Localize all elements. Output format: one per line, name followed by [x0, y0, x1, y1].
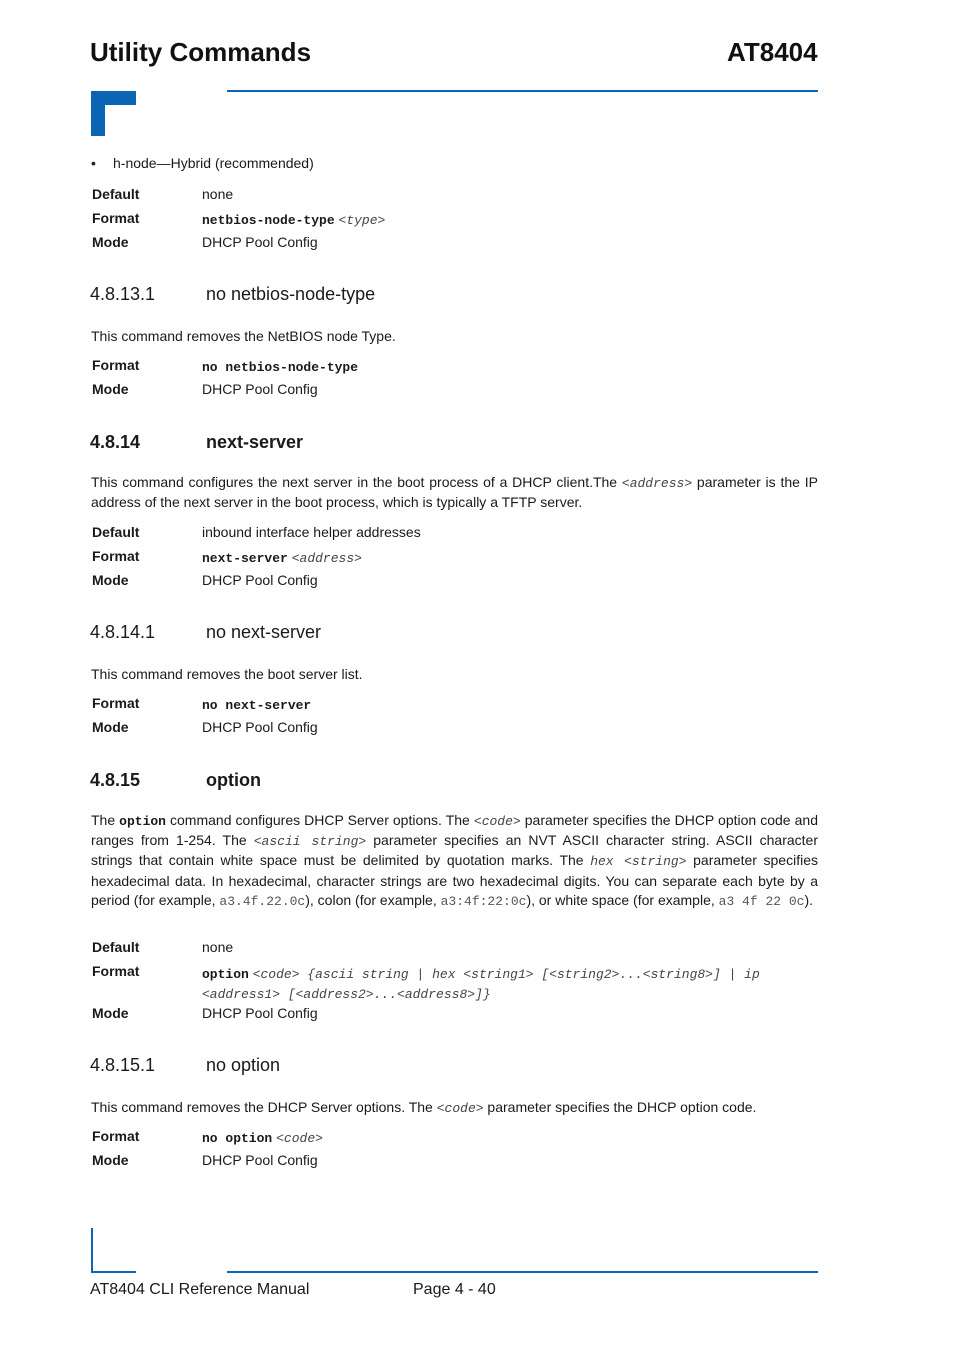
format-command: no option — [202, 1131, 273, 1146]
text-run: The — [91, 812, 120, 828]
text-run: parameter specifies hexadecimal data. In hexadecimal, character strings are two hexadecimal digits. You can separate each byte by a period (for example, — [91, 852, 818, 908]
inline-example: a3.4f.22.0c — [219, 893, 306, 909]
default-value: none — [202, 939, 234, 955]
section-title: no next-server — [206, 622, 322, 642]
page-header-product: AT8404 — [727, 37, 818, 67]
format-command: no netbios-node-type — [202, 360, 359, 375]
section-heading-4-8-14 — [90, 432, 303, 453]
corner-mark-vertical — [91, 91, 105, 136]
mode-value: DHCP Pool Config — [202, 572, 318, 588]
format-command: option — [202, 967, 249, 982]
section-description — [91, 811, 818, 911]
mode-value: DHCP Pool Config — [202, 1152, 318, 1168]
default-label: Default — [92, 524, 140, 540]
inline-argument: hex <string> — [590, 854, 687, 870]
section-title: next-server — [206, 432, 304, 452]
text-run: parameter specifies an NVT ASCII character string. ASCII character strings that contain white space must be delimited by quotation marks. The — [91, 832, 819, 869]
mode-label: Mode — [92, 234, 129, 250]
text-run: ). — [804, 891, 814, 908]
format-argument: <code> {ascii string | hex <string1> [<string2>...<string8>] | ip — [252, 967, 760, 982]
section-description: This command removes the NetBIOS node Type. — [91, 328, 396, 344]
format-label: Format — [92, 210, 140, 226]
format-argument: <type> — [338, 213, 386, 228]
bullet-dot: • — [91, 155, 96, 171]
footer-rule — [227, 1271, 818, 1273]
mode-value: DHCP Pool Config — [202, 1005, 318, 1021]
text-run: parameter specifies the DHCP option code and ranges from 1-254. The — [91, 812, 818, 849]
footer-corner-vertical — [91, 1228, 93, 1273]
mode-label: Mode — [92, 1152, 129, 1168]
section-number: 4.8.14 — [90, 432, 141, 452]
section-number: 4.8.15 — [90, 770, 141, 790]
header-rule — [227, 90, 818, 92]
format-command: netbios-node-type — [202, 213, 335, 228]
format-value — [202, 1129, 323, 1146]
section-number: 4.8.13.1 — [90, 284, 156, 304]
format-label: Format — [92, 548, 140, 564]
text-run: ), or white space (for example, — [526, 891, 719, 908]
default-label: Default — [92, 939, 140, 955]
bullet-text: h-node—Hybrid (recommended) — [113, 155, 314, 171]
mode-label: Mode — [92, 1005, 129, 1021]
mode-label: Mode — [92, 381, 129, 397]
format-label: Format — [92, 357, 140, 373]
mode-value: DHCP Pool Config — [202, 719, 318, 735]
text-run: This command removes the DHCP Server options. The — [91, 1099, 437, 1115]
mode-value: DHCP Pool Config — [202, 234, 318, 250]
footer-corner-horizontal — [91, 1271, 136, 1273]
section-heading-4-8-14-1 — [90, 622, 321, 643]
section-description — [91, 1098, 818, 1118]
section-title: option — [206, 770, 261, 790]
inline-example: a3:4f:22:0c — [440, 893, 527, 909]
section-description — [91, 473, 818, 512]
mode-label: Mode — [92, 719, 129, 735]
footer-page-number: Page 4 - 40 — [413, 1281, 496, 1298]
text-run: command configures DHCP Server options. The — [165, 812, 474, 828]
format-label: Format — [92, 695, 140, 711]
inline-argument: <code> — [473, 814, 521, 829]
format-argument: <address1> [<address2>...<address8>]} — [202, 987, 491, 1002]
text-run: ), colon (for example, — [305, 891, 441, 908]
mode-label: Mode — [92, 572, 129, 588]
text-run: parameter specifies the DHCP option code. — [483, 1099, 757, 1115]
page-header-title: Utility Commands — [90, 37, 312, 67]
section-number: 4.8.15.1 — [90, 1055, 156, 1075]
inline-argument: <ascii string> — [253, 834, 367, 850]
format-command: no next-server — [202, 698, 312, 713]
default-label: Default — [92, 186, 140, 202]
section-heading-4-8-13-1 — [90, 284, 375, 305]
footer-manual-title: AT8404 CLI Reference Manual — [90, 1281, 310, 1298]
format-label: Format — [92, 1128, 140, 1144]
text-run: This command configures the next server in the boot process of a DHCP client.The — [91, 474, 622, 490]
section-title: no netbios-node-type — [206, 284, 376, 304]
section-heading-4-8-15-1 — [90, 1055, 280, 1076]
format-argument: <code> — [276, 1131, 323, 1146]
format-value — [202, 696, 311, 713]
format-command: next-server — [202, 551, 288, 566]
section-heading-4-8-15 — [90, 770, 261, 791]
format-line-1 — [202, 964, 818, 984]
format-value — [202, 358, 358, 375]
text-run: parameter is the IP address of the next server in the boot process, which is typically a TFTP server. — [91, 474, 818, 511]
default-value: none — [202, 186, 234, 202]
default-value: inbound interface helper addresses — [202, 524, 421, 540]
bullet-item — [91, 155, 314, 171]
section-description: This command removes the boot server list. — [91, 666, 363, 682]
format-value — [202, 549, 362, 566]
format-argument: <address> — [291, 551, 362, 566]
inline-argument: <address> — [621, 476, 693, 491]
inline-command: option — [119, 814, 166, 829]
format-value — [202, 964, 818, 1004]
section-number: 4.8.14.1 — [90, 622, 156, 642]
format-line-2 — [202, 984, 818, 1004]
inline-argument: <code> — [436, 1101, 484, 1116]
inline-example: a3 4f 22 0c — [718, 893, 805, 909]
format-label: Format — [92, 963, 140, 979]
format-value — [202, 211, 385, 228]
section-title: no option — [206, 1055, 281, 1075]
mode-value: DHCP Pool Config — [202, 381, 318, 397]
